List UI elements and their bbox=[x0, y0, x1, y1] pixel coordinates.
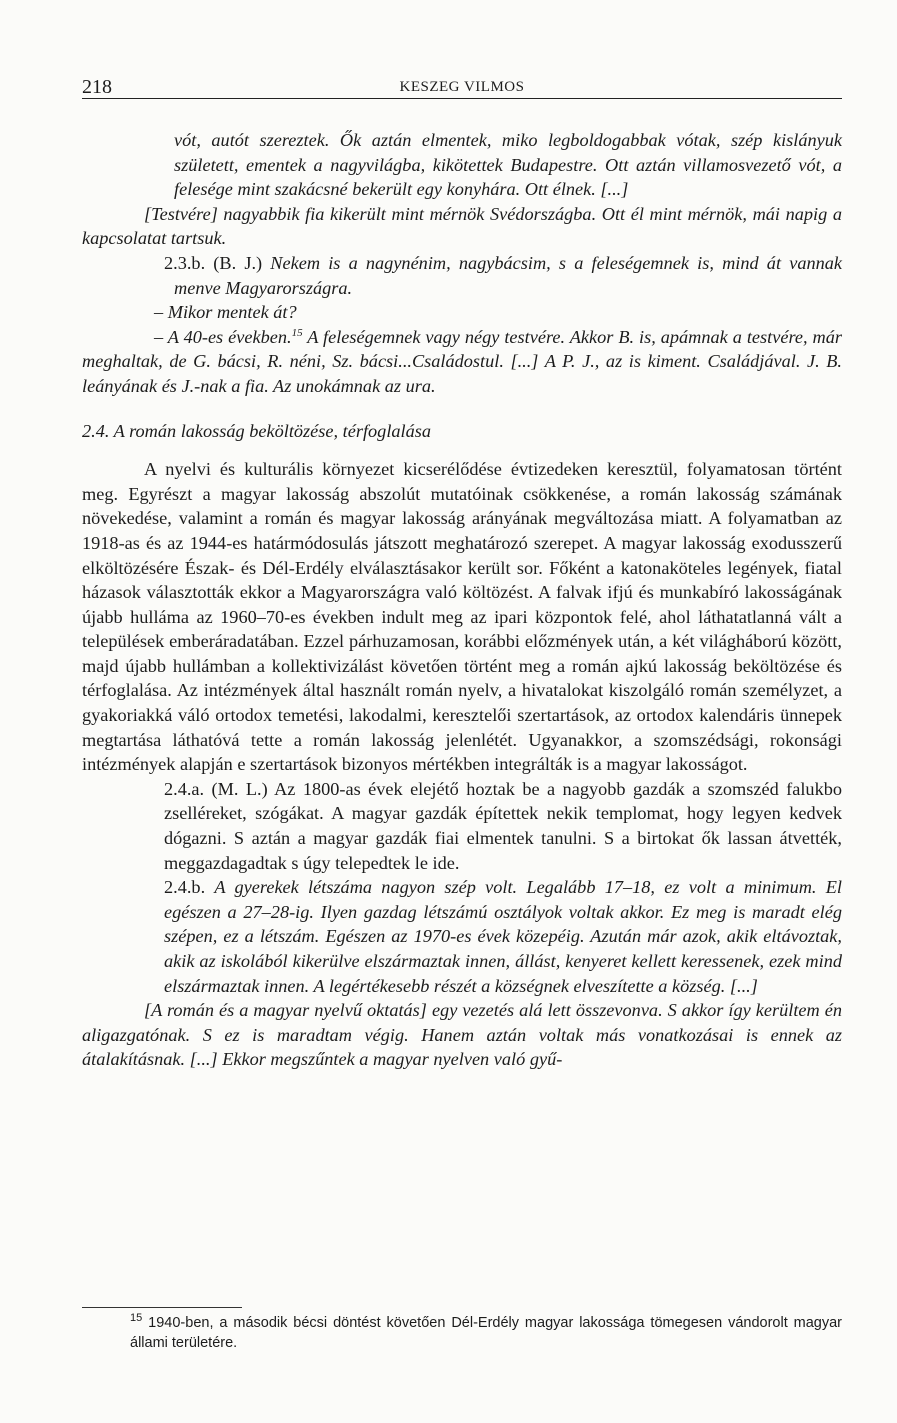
quote-paragraph: – Mikor mentek át? bbox=[154, 302, 297, 323]
page-body bbox=[82, 128, 842, 1072]
footnote-text: 1940-ben, a második bécsi döntést követően Dél-Erdély magyar lakossága tömegesen vándorolt magyar állami területére. bbox=[130, 1315, 842, 1351]
body-paragraph: A nyelvi és kulturális környezet kicserélődése évtizedeken keresztül, folyamatosan történt meg. Egyrészt a magyar lakosság abszolút mutatóinak csökkenése, a román lakosság számának növekedése, valamint a román és magyar lakosság arányának megváltozása miatt. A folyamatban az 1918-as és az 1944-es határmódosulás játszott meghatározó szerepet. A magyar lakosság exodusszerű elköltözésére Észak- és Dél-Erdély elválasztásakor került sor. Főként a katonaköteles legények, fiatal házasok választották ekkor a Magyarországra való költözést. A falvak ifjú és munkabíró lakosságának újabb hulláma az 1960–70-es években indult meg az ipari központok felé, ahol láthatatlanná vált a települések emberáradatában. Ezzel párhuzamosan, korábbi előzmények után, a két világháború között, majd újabb hullámban a kollektivizálást követően történt meg a román ajkú lakosság beköltözése és térfoglalása. Az intézmények által használt román nyelv, a hivatalokat kiszolgáló román személyzet, a gyakoriakká váló ortodox temetési, lakodalmi, keresztelői szertartások, az ortodox kalendáris ünnepek megtartása láthatóvá tette a román lakosság jelenlétét. Ugyanakkor, a szomszédsági, rokonsági intézmények alapján e szertartások bizonyos mértékben integrálták is a magyar lakosságot. bbox=[82, 459, 842, 775]
quote-text: egy vezetés alá lett összevonva. S akkor így kerültem én aligazgatónak. S ez is maradtam végig. Hanem aztán voltak más vonatkozásai is ennek az átalakításnak. bbox=[82, 1000, 842, 1070]
quote-text: Nekem is a nagynénim, nagybácsim, s a feleségemnek is, mind át vannak menve Magyarországra. bbox=[174, 252, 842, 298]
quote-paragraph bbox=[82, 998, 842, 1072]
footnote bbox=[82, 1313, 842, 1353]
footnote-marker[interactable]: 15 bbox=[291, 326, 303, 339]
quote-text: [...] bbox=[189, 1049, 218, 1070]
interview-ref: 2.3.b. (B. J.) bbox=[164, 252, 263, 273]
quote-paragraph: vót, autót szereztek. Ők aztán elmentek, miko legboldogabbak vótak, szép kislányuk született, ementek a nagyvilágba, kikötettek Budapestre. Ott aztán villamosvezető vót, a felesége mint szakácsné bekerült egy konyhára. Ott élnek. [...] bbox=[174, 130, 842, 200]
quote-paragraph bbox=[82, 875, 842, 998]
quote-paragraph bbox=[82, 251, 842, 300]
running-title: KESZEG VILMOS bbox=[399, 79, 525, 95]
quote-text: A feleségemnek vagy négy testvére. Akkor B. is, apámnak a testvére, már meghaltak, de G. bácsi, R. néni, Sz. bácsi...Családostul. [...] A P. J., az is kiment. Családjával. J. B. leányának és J.-nak a fia. Az unokámnak az ura. bbox=[82, 326, 842, 396]
footnote-number: 15 bbox=[130, 1312, 143, 1325]
quote-paragraph: [Testvére] nagyabbik fia kikerült mint mérnök Svédországba. Ott él mint mérnök, mái napig a kapcsolatat tartsuk. bbox=[82, 203, 842, 249]
quote-text: Ekkor megszűntek a magyar nyelven való gyű- bbox=[222, 1049, 563, 1070]
quote-paragraph bbox=[82, 777, 842, 875]
quote-paragraph bbox=[82, 325, 842, 399]
section-heading: 2.4. A román lakosság beköltözése, térfoglalása bbox=[82, 420, 432, 441]
quote-text: [A román és a magyar nyelvű oktatás] bbox=[144, 1000, 427, 1021]
footnote-separator bbox=[82, 1307, 242, 1308]
quote-text: A gyerekek létszáma nagyon szép volt. Legalább 17–18, ez volt a minimum. El egészen a 27–28-ig. Ilyen gazdag létszámú osztályok voltak akkor. Ez meg is maradt elég szépen, ez a létszám. Egészen az 1970-es évek közepéig. Azután már azok, akik eltávoztak, akik az iskolából kikerülve elszármaztak innen, állást, kenyeret kellett keressenek, ezek mind elszármaztak innen. A legértékesebb részét a községnek elveszítette a község. [...] bbox=[164, 877, 842, 996]
page-number: 218 bbox=[82, 76, 112, 98]
quote-text: Az 1800-as évek elejétő hoztak be a nagyobb gazdák a szomszéd falukbo zselléreket, szógákat. A magyar gazdák építettek nekik templomat, hogy legyen kedvek dógazni. S aztán a magyar gazdák fiai elmentek tanulni. S a birtokat ők lassan átvették, meggazdagadtak s úgy telepedtek le ide. bbox=[164, 778, 842, 873]
interview-ref: 2.4.a. (M. L.) bbox=[164, 778, 268, 799]
interview-ref: 2.4.b. bbox=[164, 877, 206, 898]
quote-text: – A 40-es években. bbox=[154, 326, 292, 347]
page-header bbox=[82, 76, 842, 99]
spacer bbox=[82, 399, 842, 419]
